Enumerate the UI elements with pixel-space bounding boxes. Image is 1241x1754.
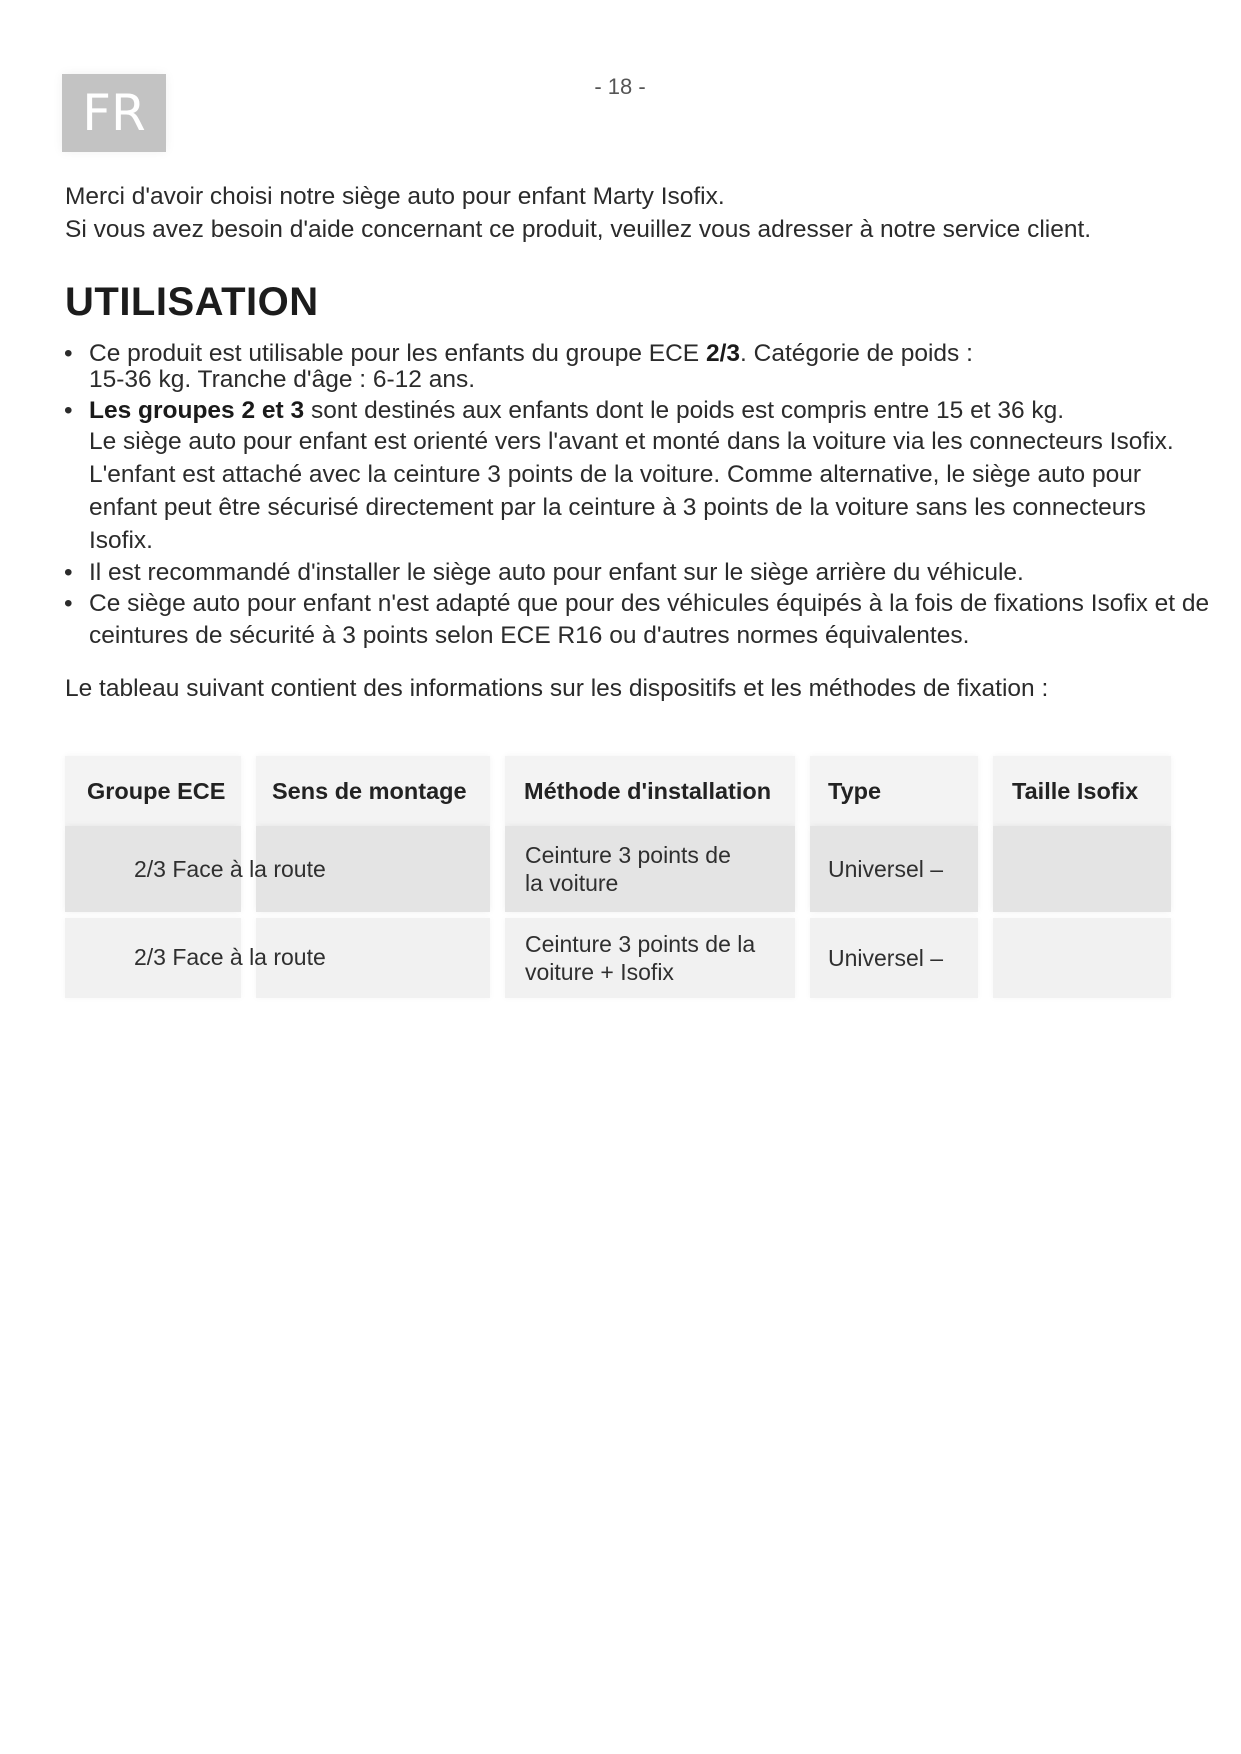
bullet-icon: • [64,340,73,367]
table-header-cell [256,756,490,826]
methode-text: Ceinture 3 points de la voiture [525,842,731,896]
bullet-item [62,339,1212,392]
groupe-sens-text: 2/3 Face à la route [134,856,326,882]
bullet-item [62,558,1212,587]
bullet-bold-text: 2/3 [705,340,741,367]
table-header-cell [993,756,1171,826]
header-label: Sens de montage [272,777,467,804]
page-number: - 18 - [594,74,646,99]
table-header-cell [65,756,241,826]
table-header-cell [810,756,978,826]
table-cell [505,826,795,912]
bullet-list [62,339,1212,653]
header-label: Groupe ECE [87,777,226,804]
bullet-text: Ce produit est utilisable pour les enfants du groupe ECE [89,340,706,367]
bullet-text: . Catégorie de poids : [740,340,973,367]
header-label: Type [828,777,882,804]
methode-text: Ceinture 3 points de la voiture + Isofix [525,931,756,985]
intro-text [65,180,1195,246]
bullet-continuation: 15-36 kg. Tranche d'âge : 6-12 ans. [89,366,476,393]
bullet-continuation: Le siège auto pour enfant est orienté vers l'avant et monté dans la voiture via les connecteurs Isofix. L'enfant est attaché avec la ceinture 3 points de la voiture. Comme alternative, le siège auto pour enfant peut être sécurisé directement par la ceinture à 3 points de la voiture sans les connecteurs Isofix. [89,428,1174,554]
table-cell [810,826,978,912]
type-text: Universel – [828,944,944,971]
type-text: Universel – [828,855,944,882]
groupe-sens-text: 2/3 Face à la route [134,944,326,970]
bullet-text: sont destinés aux enfants dont le poids est compris entre 15 et 36 kg. [304,397,1065,424]
bullet-item [62,396,1212,557]
table-intro: Le tableau suivant contient des informations sur les dispositifs et les méthodes de fixation : [65,675,1049,702]
bullet-item [62,588,1212,652]
bullet-text: Il est recommandé d'installer le siège auto pour enfant sur le siège arrière du véhicule. [89,559,1024,586]
table-cell [505,918,795,998]
table-cell [993,826,1171,912]
bullet-icon: • [64,397,73,424]
bullet-text: Ce siège auto pour enfant n'est adapté que pour des véhicules équipés à la fois de fixations Isofix et de ceintures de sécurité à 3 points selon ECE R16 ou d'autres normes équivalentes. [89,590,1210,649]
bullet-icon: • [64,590,73,617]
header-label: Taille Isofix [1012,777,1139,804]
bullet-bold-text: Les groupes 2 et 3 [89,397,305,424]
language-badge: FR [62,74,166,152]
table-header-cell [505,756,795,826]
header-label: Méthode d'installation [524,777,772,804]
table-cell [993,918,1171,998]
section-title: UTILISATION [65,280,319,324]
table-cell [810,918,978,998]
intro-line-1: Merci d'avoir choisi notre siège auto pour enfant Marty Isofix. [65,183,725,210]
intro-line-2: Si vous avez besoin d'aide concernant ce produit, veuillez vous adresser à notre service client. [65,216,1092,243]
bullet-icon: • [64,559,73,586]
